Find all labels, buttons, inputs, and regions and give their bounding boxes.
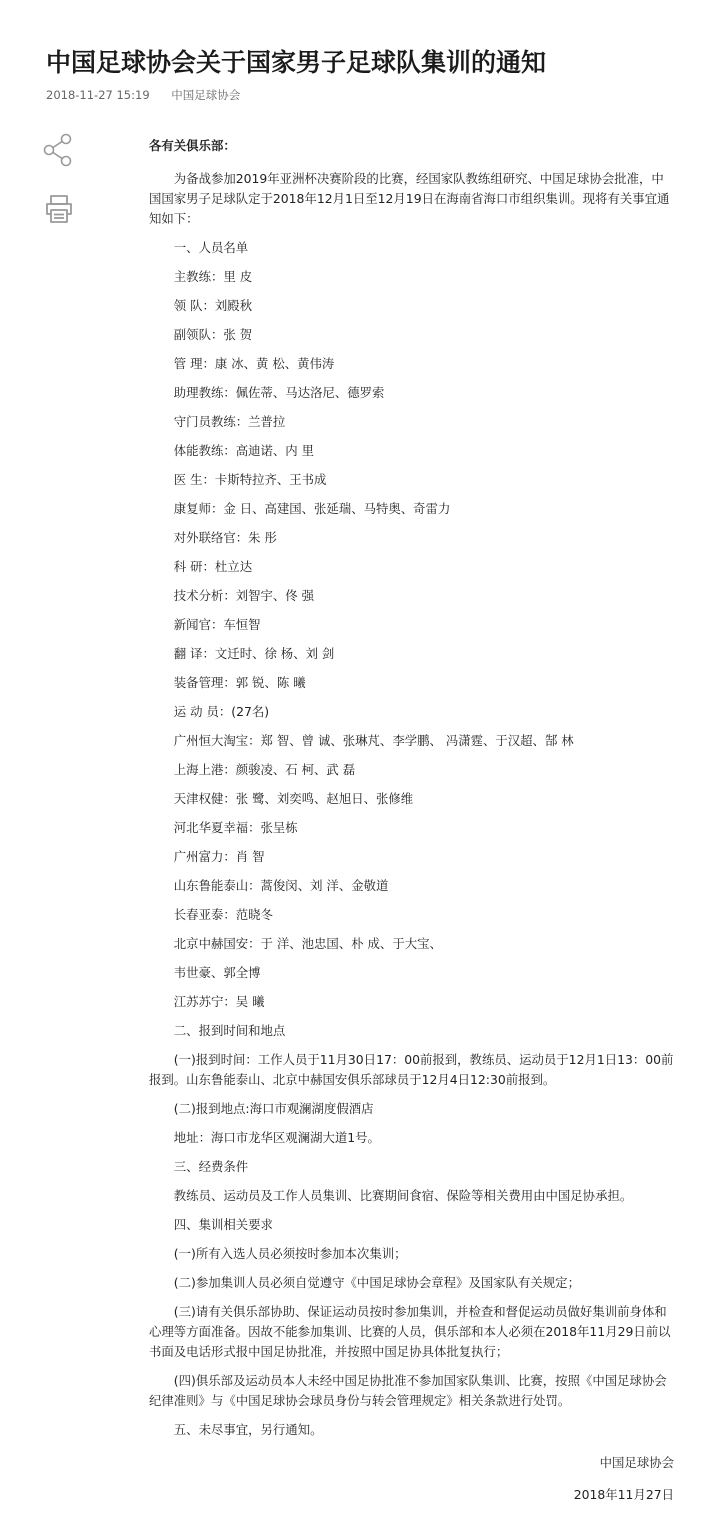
list-item: 对外联络官：朱 彤 [173, 530, 277, 545]
list-item: 技术分析：刘智宇、佟 强 [173, 588, 315, 603]
list-item: (二)参加集训人员必须自觉遵守《中国足球协会章程》及国家队有关规定； [173, 1275, 580, 1290]
intro-paragraph: 为备战参加2019年亚洲杯决赛阶段的比赛，经国家队教练组研究、中国足球协会批准，中国国家男子足球队定于2018年12月1日至12月19日在海南省海口市组织集训。现将有关事宜通知如下： [149, 171, 670, 226]
closing-organization: 中国足球协会 [599, 1455, 674, 1470]
list-item: 守门员教练：兰普拉 [173, 414, 286, 429]
list-item: 天津权健：张 鹭、刘奕鸣、赵旭日、张修维 [173, 791, 414, 806]
section-heading-expenses: 三、经费条件 [173, 1159, 249, 1174]
share-icon[interactable] [42, 133, 76, 167]
section-heading-other: 五、未尽事宜，另行通知。 [173, 1422, 323, 1437]
article-meta [46, 86, 240, 104]
list-item: 管 理：康 冰、黄 松、黄伟涛 [173, 356, 335, 371]
article-title: 中国足球协会关于国家男子足球队集训的通知 [46, 48, 547, 77]
list-item: 江苏苏宁：吴 曦 [173, 994, 265, 1009]
article-source: 中国足球协会 [171, 88, 241, 102]
publish-date: 2018-11-27 15:19 [46, 88, 150, 102]
list-item: 装备管理：郭 锐、陈 曦 [173, 675, 306, 690]
list-item: 广州富力：肖 智 [173, 849, 265, 864]
requirement-paragraph: (三)请有关俱乐部协助、保证运动员按时参加集训，并检查和督促运动员做好集训前身体和心理等方面准备。因故不能参加集训、比赛的人员，俱乐部和本人必须在2018年11月29日前以书面及电话形式报中国足协批准，并按照中国足协具体批复执行； [149, 1304, 671, 1359]
list-item: 副领队：张 贺 [173, 327, 253, 342]
list-item: 体能教练：高迪诺、内 里 [173, 443, 315, 458]
list-item: 领 队：刘殿秋 [173, 298, 253, 313]
list-item: 河北华夏幸福：张呈栋 [173, 820, 298, 835]
list-item: 广州恒大淘宝：郑 智、曾 诚、张琳芃、李学鹏、 冯潇霆、于汉超、郜 林 [173, 733, 574, 748]
list-item: 韦世豪、郭全博 [173, 965, 261, 980]
list-item: 上海上港：颜骏凌、石 柯、武 磊 [173, 762, 356, 777]
closing-date: 2018年11月27日 [573, 1487, 674, 1502]
section-heading-report: 二、报到时间和地点 [173, 1023, 286, 1038]
list-item: 北京中赫国安：于 洋、池忠国、朴 成、于大宝、 [173, 936, 442, 951]
list-item: 主教练：里 皮 [173, 269, 253, 284]
print-icon[interactable] [42, 192, 76, 226]
report-time-paragraph: (一)报到时间：工作人员于11月30日17：00前报到，教练员、运动员于12月1日13：00前报到。山东鲁能泰山、北京中赫国安俱乐部球员于12月4日12:30前报到。 [149, 1052, 674, 1087]
requirement-paragraph: (四)俱乐部及运动员本人未经中国足协批准不参加国家队集训、比赛，按照《中国足球协会纪律准则》与《中国足球协会球员身份与转会管理规定》相关条款进行处罚。 [149, 1373, 667, 1408]
section-heading-requirements: 四、集训相关要求 [173, 1217, 273, 1232]
list-item: 医 生：卡斯特拉齐、王书成 [173, 472, 327, 487]
list-item: 长春亚泰：范晓冬 [173, 907, 273, 922]
article-body [149, 136, 674, 1505]
salutation: 各有关俱乐部： [149, 138, 236, 153]
list-item: 康复师：金 日、高建国、张延瑞、马特奥、奇雷力 [173, 501, 451, 516]
list-item: 地址：海口市龙华区观澜湖大道1号。 [173, 1130, 380, 1145]
list-item: 运 动 员：(27名) [173, 704, 270, 719]
list-item: 助理教练：佩佐蒂、马达洛尼、德罗索 [173, 385, 385, 400]
section-heading-personnel: 一、人员名单 [173, 240, 249, 255]
list-item: 山东鲁能泰山：蒿俊闵、刘 洋、金敬道 [173, 878, 389, 893]
list-item: 科 研：杜立达 [173, 559, 253, 574]
list-item: 翻 译：文迁时、徐 杨、刘 剑 [173, 646, 335, 661]
list-item: (二)报到地点:海口市观澜湖度假酒店 [173, 1101, 374, 1116]
list-item: 教练员、运动员及工作人员集训、比赛期间食宿、保险等相关费用由中国足协承担。 [173, 1188, 633, 1203]
list-item: (一)所有入选人员必须按时参加本次集训； [173, 1246, 407, 1261]
list-item: 新闻官：车恒智 [173, 617, 261, 632]
